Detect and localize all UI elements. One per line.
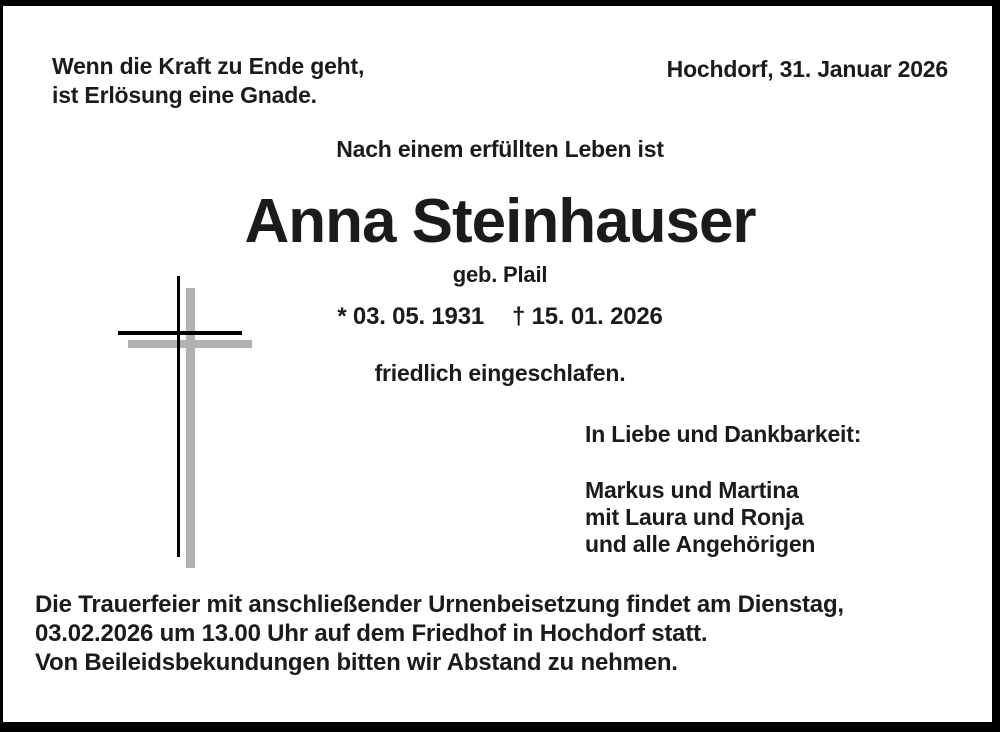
condolence-heading: In Liebe und Dankbarkeit: [585, 421, 862, 447]
funeral-information [35, 590, 844, 677]
funeral-line-3: Von Beileidsbekundungen bitten wir Abstand zu nehmen. [35, 649, 678, 676]
epigraph [52, 52, 364, 110]
funeral-line-2: 03.02.2026 um 13.00 Uhr auf dem Friedhof in Hochdorf statt. [35, 620, 708, 647]
birth-date: * 03. 05. 1931 [337, 303, 484, 330]
funeral-line-1: Die Trauerfeier mit anschließender Urnenbeisetzung findet am Dienstag, [35, 591, 844, 618]
cross-horizontal-bar [118, 331, 242, 335]
place-and-date: Hochdorf, 31. Januar 2026 [666, 56, 948, 82]
mourners-list [585, 477, 815, 558]
epigraph-line-1: Wenn die Kraft zu Ende geht, [52, 53, 365, 79]
deceased-name: Anna Steinhauser [244, 187, 756, 256]
mourner-line: mit Laura und Ronja [585, 504, 804, 530]
mourner-line: Markus und Martina [585, 477, 799, 503]
birth-name: geb. Plail [452, 262, 548, 287]
intro-line: Nach einem erfüllten Leben ist [336, 136, 664, 162]
death-phrase: friedlich eingeschlafen. [374, 360, 626, 386]
life-dates [0, 303, 1000, 331]
cross-shadow-horizontal-bar [128, 340, 252, 348]
mourner-line: und alle Angehörigen [585, 531, 816, 557]
epigraph-line-2: ist Erlösung eine Gnade. [52, 82, 317, 108]
death-date: † 15. 01. 2026 [512, 303, 663, 330]
